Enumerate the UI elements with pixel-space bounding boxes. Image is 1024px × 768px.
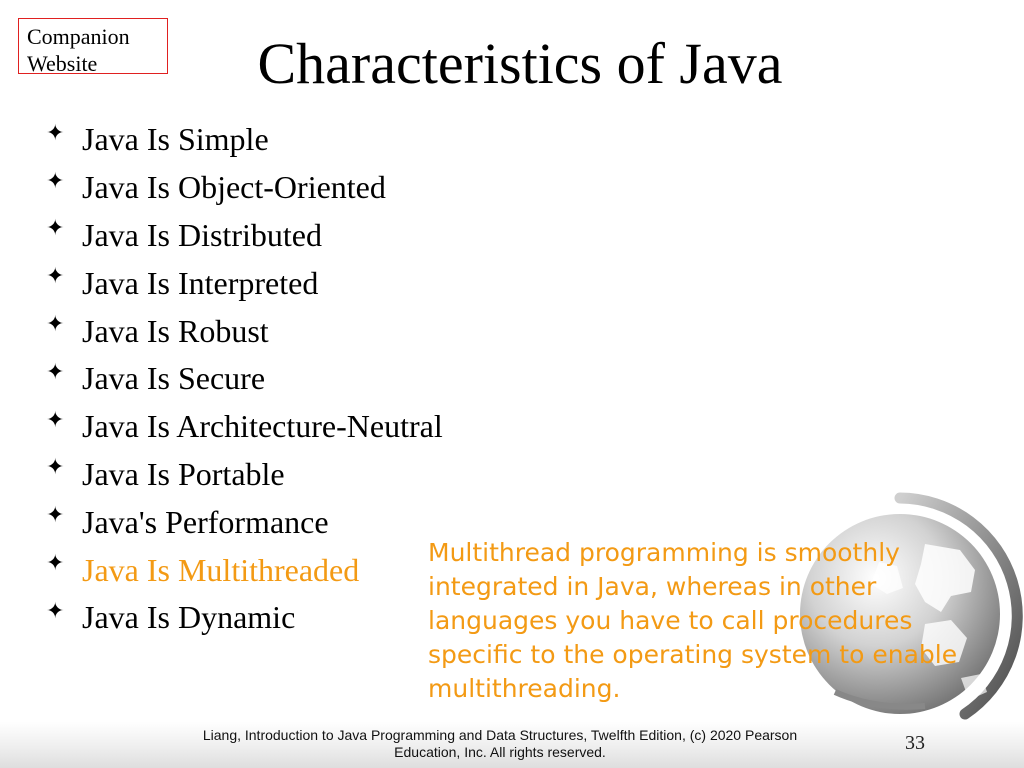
star-bullet-icon: ✦ <box>46 406 65 432</box>
star-bullet-icon: ✦ <box>46 358 65 384</box>
footer-citation: Liang, Introduction to Java Programming and Data Structures, Twelfth Edition, (c) 2020 Pearson Education, Inc. All rights reserved. <box>202 727 798 760</box>
bullet-text: Java Is Interpreted <box>82 264 319 301</box>
star-bullet-icon: ✦ <box>46 263 65 289</box>
companion-line-2: Website <box>27 51 98 76</box>
bullet-item <box>46 259 443 307</box>
star-bullet-icon: ✦ <box>46 167 65 193</box>
star-bullet-icon: ✦ <box>46 550 65 576</box>
bullet-item-highlighted <box>46 546 443 594</box>
bullet-item <box>46 307 443 355</box>
bullet-text: Java Is Robust <box>82 312 269 349</box>
bullet-text: Java Is Secure <box>82 360 266 397</box>
star-bullet-icon: ✦ <box>46 454 65 480</box>
bullet-text: Java Is Portable <box>82 455 285 492</box>
bullet-text: Java Is Simple <box>82 121 269 158</box>
bullet-text: Java's Performance <box>82 503 329 540</box>
star-bullet-icon: ✦ <box>46 119 65 145</box>
bullet-item <box>46 212 443 260</box>
star-bullet-icon: ✦ <box>46 215 65 241</box>
companion-line-1: Companion <box>27 24 130 49</box>
bullet-text: Java Is Distributed <box>82 216 322 253</box>
slide-title: Characteristics of Java <box>257 31 783 96</box>
star-bullet-icon: ✦ <box>46 311 65 337</box>
bullet-item <box>46 594 443 642</box>
page-number: 33 <box>905 732 925 754</box>
star-bullet-icon: ✦ <box>46 597 65 623</box>
bullet-item <box>46 355 443 403</box>
bullet-text: Java Is Dynamic <box>82 599 296 636</box>
bullet-list <box>46 116 443 642</box>
bullet-text: Java Is Multithreaded <box>82 551 360 588</box>
multithread-note: Multithread programming is smoothly integrated in Java, whereas in other languages you have to call procedures specific to the operating system to enable multithreading. <box>428 538 958 703</box>
bullet-item <box>46 116 443 164</box>
bullet-item <box>46 164 443 212</box>
bullet-text: Java Is Object-Oriented <box>82 169 386 206</box>
bullet-item <box>46 403 443 451</box>
bullet-item <box>46 451 443 499</box>
bullet-item <box>46 498 443 546</box>
star-bullet-icon: ✦ <box>46 502 65 528</box>
bullet-text: Java Is Architecture-Neutral <box>82 408 443 445</box>
